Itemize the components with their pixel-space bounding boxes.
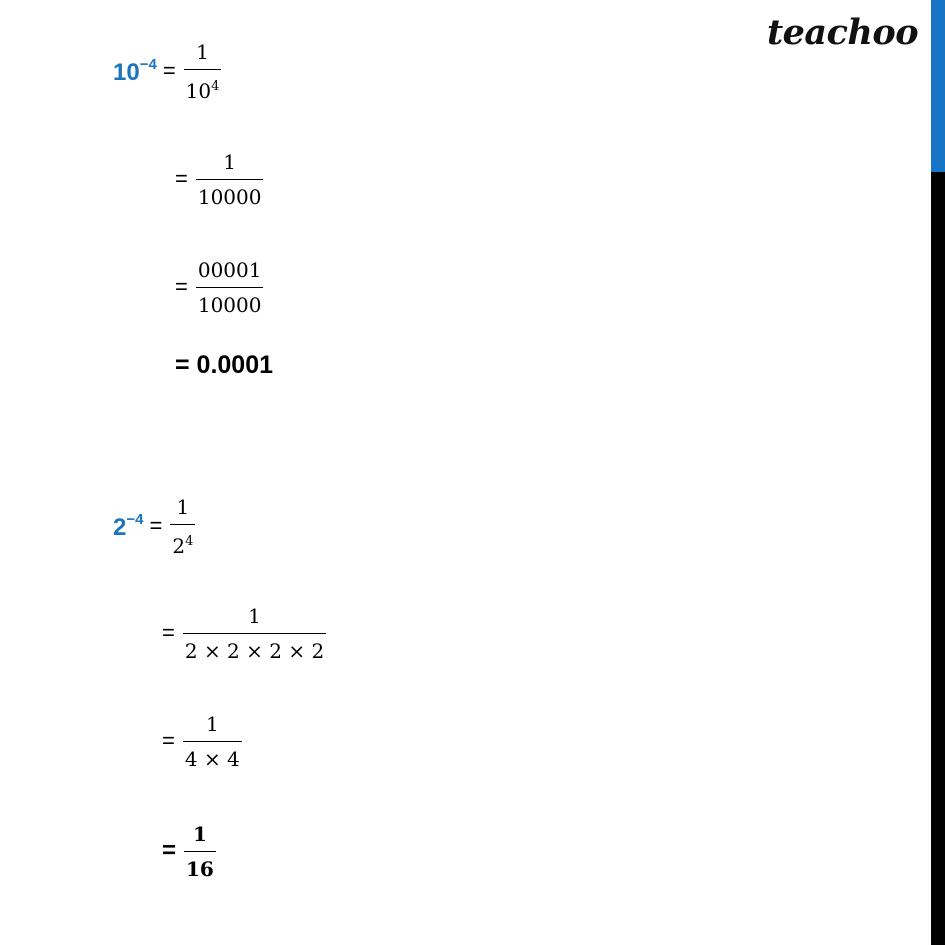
block1-line2 [175,139,263,219]
block2-line1 [113,486,195,566]
block1-fraction-2: $\frac{1}{10000}$ [197,149,262,209]
block1-fraction-3: $\frac{00001}{10000}$ [197,257,262,317]
block1-fraction-1: $\frac{1}{10^4}$ [185,39,220,103]
equals-sign: = [162,58,176,83]
block2-fraction-1: $\frac{1}{2^4}$ [172,494,194,558]
block1-result: = 0.0001 [175,350,274,379]
block2-lhs: $2^{-4}$ [113,510,144,541]
block2-result [162,811,216,891]
equals-sign: = [162,837,177,864]
block2-line2 [162,593,326,673]
scrollbar[interactable] [931,0,945,945]
block1-line3 [175,247,263,327]
equals-sign: = [175,166,188,191]
equals-sign: = [175,274,188,299]
block2-line3 [162,701,242,781]
block2-result-fraction: $\frac{1}{16}$ [186,821,214,881]
block1-line1 [113,31,221,111]
block2-fraction-3: $\frac{1}{4 \times 4}$ [184,711,240,771]
block2-fraction-2: $\frac{1}{2 \times 2 \times 2 \times 2}$ [184,603,325,663]
equals-sign: = [149,513,163,538]
equals-sign: = [162,620,175,645]
scrollbar-thumb[interactable] [931,0,945,172]
equals-sign: = [162,728,175,753]
teachoo-logo: teachoo [767,12,919,53]
block1-lhs: $10^{-4}$ [113,55,157,86]
